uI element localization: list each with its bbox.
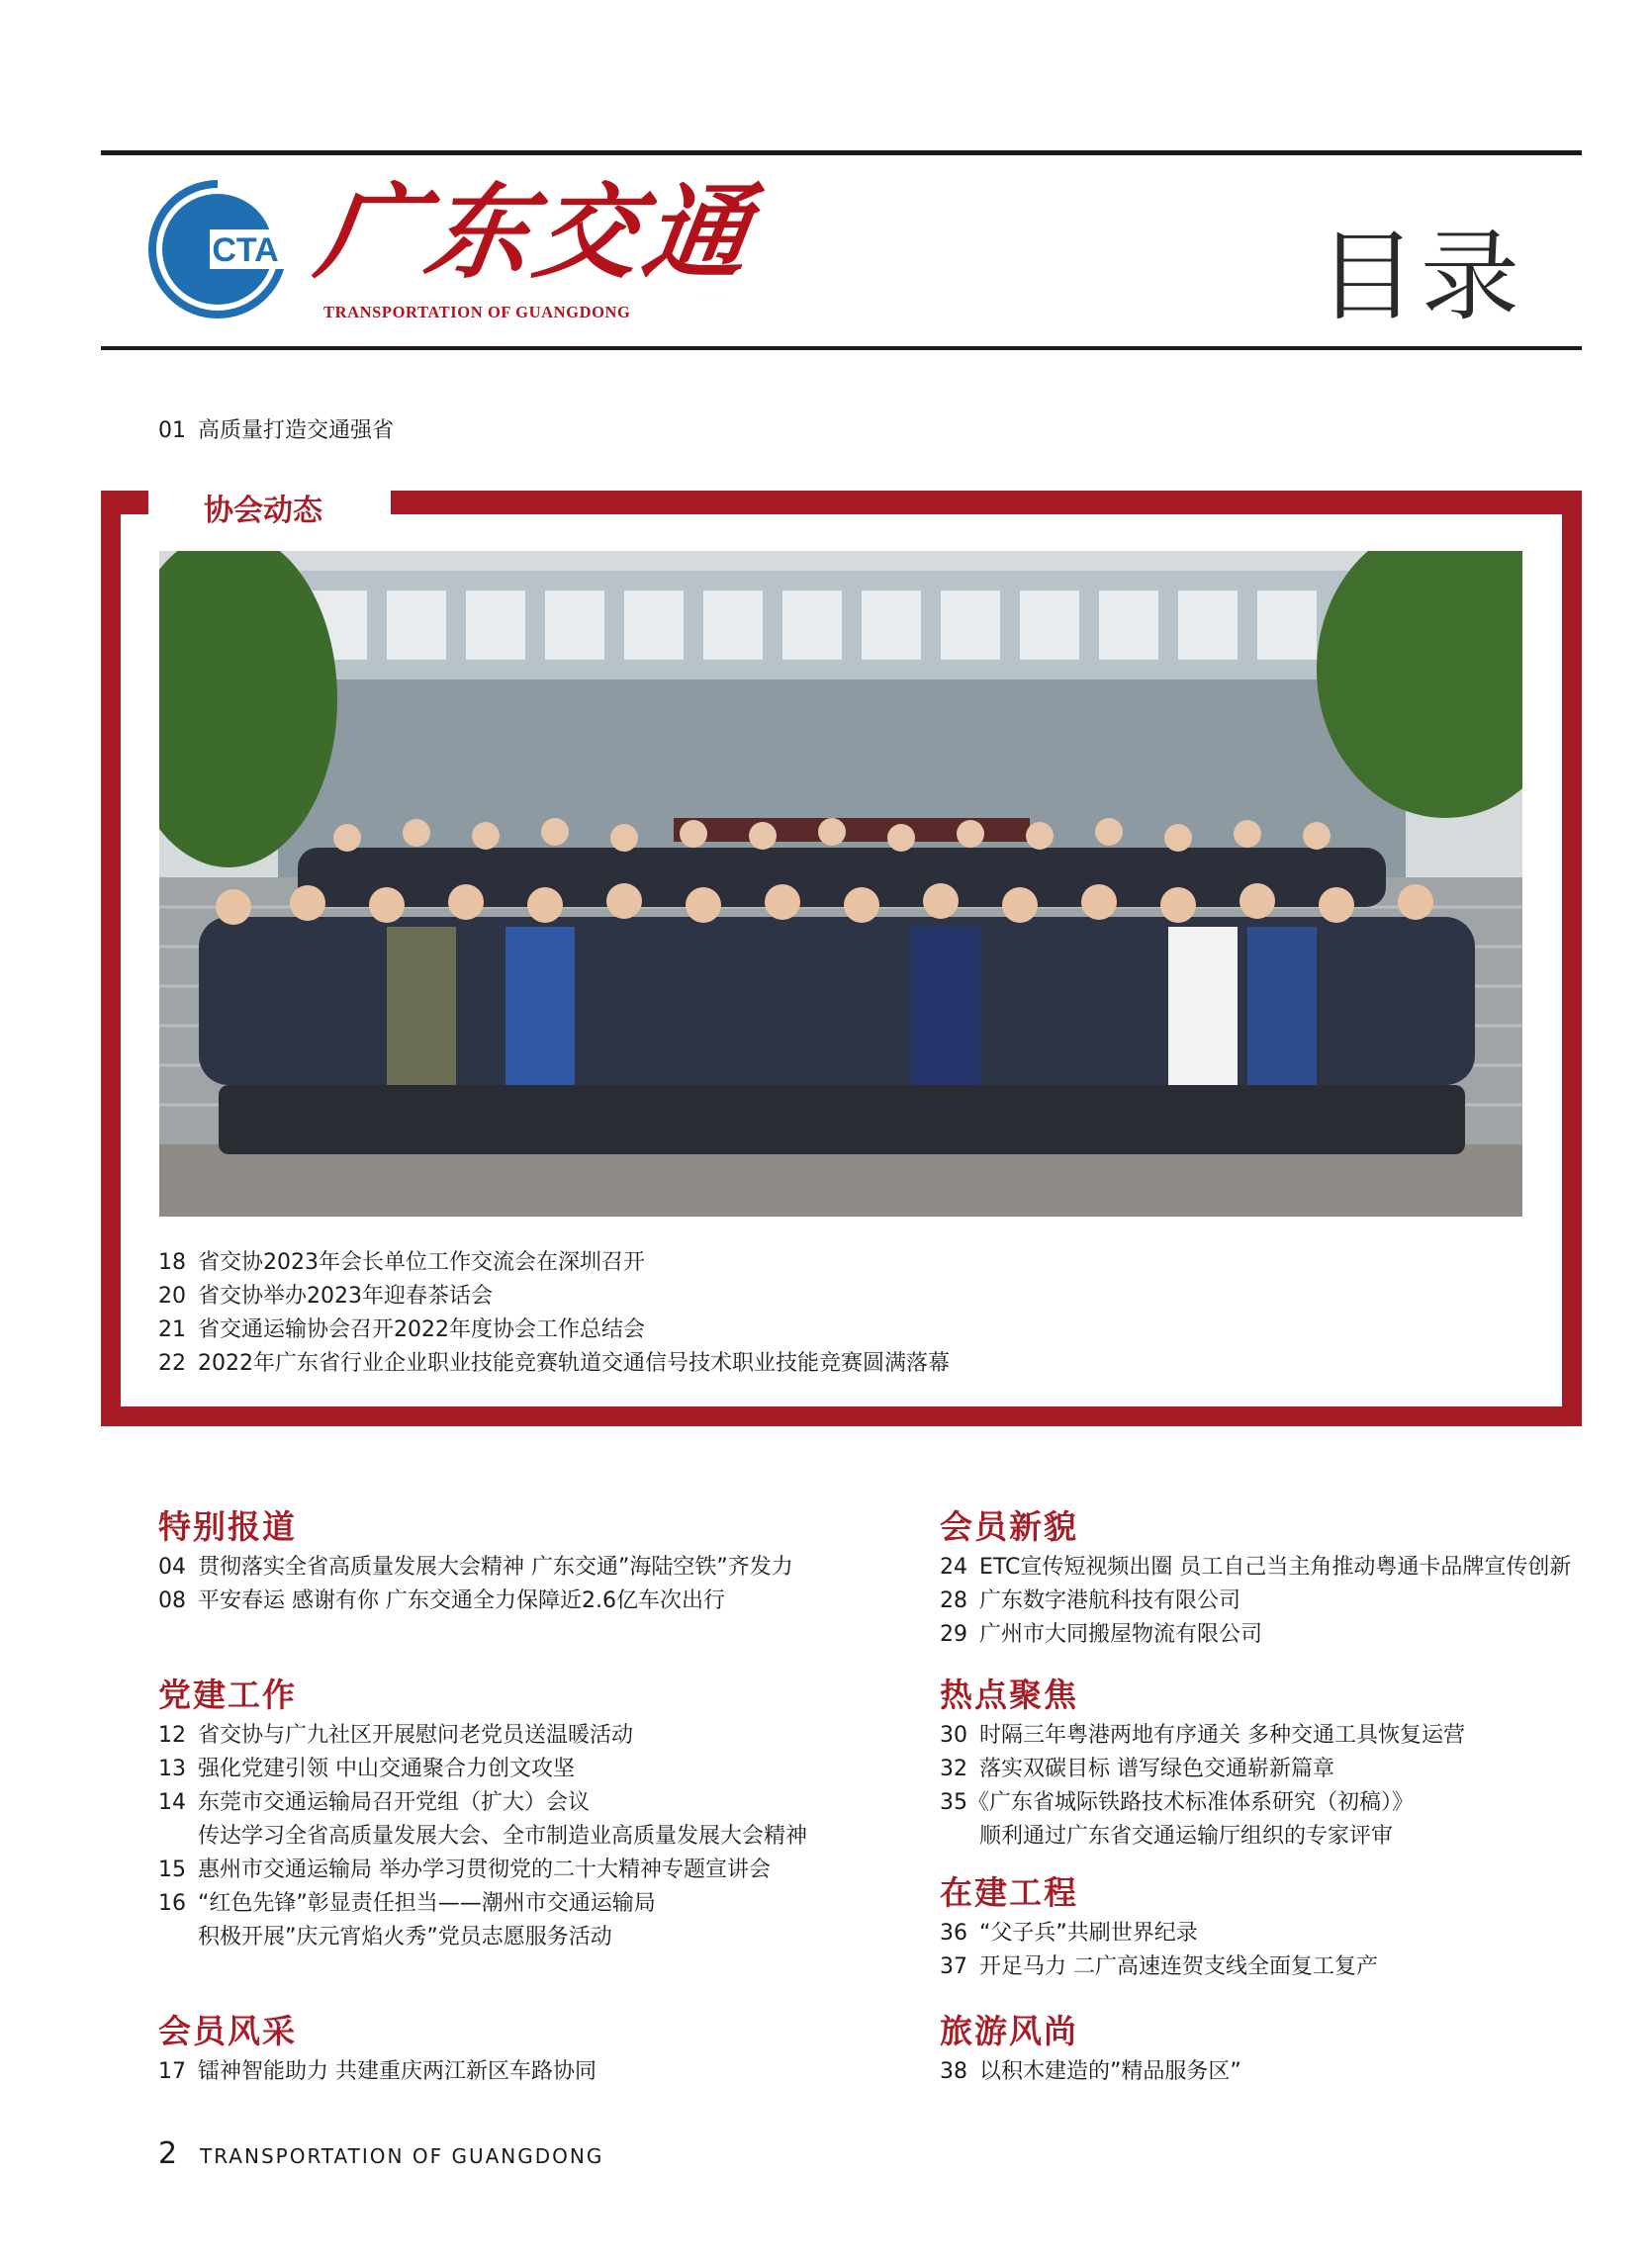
item-title: 省交协举办2023年迎春茶话会 — [198, 1284, 493, 1309]
item-title: ETC宣传短视频出圈 员工自己当主角推动粤通卡品牌宣传创新 — [979, 1555, 1572, 1580]
list-item[interactable] — [940, 1753, 1465, 1786]
logo-letters: CTA — [212, 231, 279, 269]
item-title: 强化党建引领 中山交通聚合力创文攻坚 — [198, 1757, 575, 1781]
item-title: 省交协与广九社区开展慰问老党员送温暖活动 — [198, 1723, 634, 1748]
list-item[interactable] — [940, 1917, 1378, 1950]
association-section-title: 协会动态 — [204, 494, 322, 528]
item-title: 省交通运输协会召开2022年度协会工作总结会 — [198, 1317, 645, 1342]
cta-logo-icon — [148, 180, 287, 318]
item-title: “红色先锋”彰显责任担当——潮州市交通运输局 — [198, 1891, 656, 1916]
special-report-title: 特别报道 — [158, 1507, 297, 1546]
item-number: 30 — [940, 1723, 967, 1748]
item-number: 24 — [940, 1555, 967, 1580]
item-title: 开足马力 二广高速连贺支线全面复工复产 — [979, 1954, 1378, 1979]
list-item[interactable] — [940, 1786, 1465, 1854]
item-title: 贯彻落实全省高质量发展大会精神 广东交通”海陆空铁”齐发力 — [198, 1555, 793, 1580]
item-title: 2022年广东省行业企业职业技能竞赛轨道交通信号技术职业技能竞赛圆满落幕 — [198, 1351, 950, 1376]
item-title-continued: 顺利通过广东省交通运输厅组织的专家评审 — [979, 1824, 1394, 1849]
item-number: 16 — [158, 1891, 186, 1916]
hot-topics-title: 热点聚焦 — [940, 1676, 1078, 1714]
item-title: 以积木建造的”精品服务区” — [979, 2059, 1241, 2084]
list-item[interactable] — [940, 1719, 1465, 1753]
list-item[interactable] — [158, 1753, 807, 1786]
member-style-title: 会员风采 — [158, 2012, 297, 2050]
item-number: 32 — [940, 1757, 967, 1781]
list-item[interactable] — [940, 1950, 1378, 1984]
association-list — [158, 1246, 950, 1381]
tourism-title: 旅游风尚 — [940, 2012, 1078, 2050]
special-report-list — [158, 1551, 793, 1618]
item-title: 广东数字港航科技有限公司 — [979, 1588, 1241, 1613]
group-photo — [159, 551, 1522, 1217]
member-style-list — [158, 2055, 597, 2089]
item-title: 《广东省城际铁路技术标准体系研究（初稿）》 — [967, 1790, 1415, 1815]
list-item[interactable] — [158, 1719, 807, 1753]
hot-topics-list — [940, 1719, 1465, 1854]
magazine-subtitle: TRANSPORTATION OF GUANGDONG — [323, 303, 631, 321]
page-title: 目录 — [1318, 219, 1523, 334]
list-item[interactable] — [158, 1887, 807, 1954]
list-item[interactable] — [158, 1314, 950, 1347]
party-building-list — [158, 1719, 807, 1954]
list-item[interactable] — [158, 1347, 950, 1381]
footer-magazine-name: TRANSPORTATION OF GUANGDONG — [200, 2144, 604, 2168]
list-item[interactable] — [940, 1551, 1571, 1585]
item-title: 广州市大同搬屋物流有限公司 — [979, 1622, 1263, 1647]
header-top-rule — [101, 150, 1582, 155]
item-title: 平安春运 感谢有你 广东交通全力保障近2.6亿车次出行 — [198, 1588, 725, 1613]
item-number: 04 — [158, 1555, 186, 1580]
intro-item[interactable] — [158, 413, 394, 444]
item-number: 08 — [158, 1588, 186, 1613]
item-number: 37 — [940, 1954, 967, 1979]
list-item[interactable] — [158, 2055, 597, 2089]
party-building-title: 党建工作 — [158, 1676, 297, 1714]
list-item[interactable] — [158, 1280, 950, 1314]
item-title: 时隔三年粤港两地有序通关 多种交通工具恢复运营 — [979, 1723, 1465, 1748]
list-item[interactable] — [940, 1618, 1571, 1652]
item-title-continued: 传达学习全省高质量发展大会、全市制造业高质量发展大会精神 — [198, 1824, 808, 1849]
item-number: 29 — [940, 1622, 967, 1647]
item-title: 镭神智能助力 共建重庆两江新区车路协同 — [198, 2059, 597, 2084]
construction-title: 在建工程 — [940, 1873, 1078, 1912]
item-title: 省交协2023年会长单位工作交流会在深圳召开 — [198, 1250, 645, 1275]
item-number: 17 — [158, 2059, 186, 2084]
magazine-wordmark: 广东交通 — [310, 171, 763, 293]
item-number: 21 — [158, 1317, 186, 1342]
list-item[interactable] — [158, 1246, 950, 1280]
list-item[interactable] — [158, 1551, 793, 1585]
item-number: 14 — [158, 1790, 186, 1815]
item-title-continued: 积极开展”庆元宵焰火秀”党员志愿服务活动 — [198, 1925, 612, 1949]
item-title: “父子兵”共刷世界纪录 — [979, 1921, 1198, 1946]
item-title: 高质量打造交通强省 — [198, 418, 395, 443]
list-item[interactable] — [158, 1585, 793, 1618]
item-title: 落实双碳目标 谱写绿色交通崭新篇章 — [979, 1757, 1334, 1781]
item-number: 15 — [158, 1858, 186, 1882]
item-number: 18 — [158, 1250, 186, 1275]
item-number: 01 — [158, 418, 186, 443]
list-item[interactable] — [940, 2055, 1241, 2089]
item-number: 20 — [158, 1284, 186, 1309]
item-title: 东莞市交通运输局召开党组（扩大）会议 — [198, 1790, 591, 1815]
list-item[interactable] — [158, 1786, 807, 1854]
item-number: 22 — [158, 1351, 186, 1376]
tourism-list — [940, 2055, 1241, 2089]
list-item[interactable] — [940, 1585, 1571, 1618]
item-number: 35 — [940, 1790, 967, 1815]
item-title: 惠州市交通运输局 举办学习贯彻党的二十大精神专题宣讲会 — [198, 1858, 771, 1882]
header-bottom-rule — [101, 346, 1582, 350]
member-news-title: 会员新貌 — [940, 1507, 1078, 1546]
item-number: 13 — [158, 1757, 186, 1781]
item-number: 28 — [940, 1588, 967, 1613]
list-item[interactable] — [158, 1854, 807, 1887]
member-news-list — [940, 1551, 1571, 1652]
construction-list — [940, 1917, 1378, 1984]
page-number: 2 — [158, 2136, 178, 2171]
item-number: 12 — [158, 1723, 186, 1748]
item-number: 36 — [940, 1921, 967, 1946]
item-number: 38 — [940, 2059, 967, 2084]
